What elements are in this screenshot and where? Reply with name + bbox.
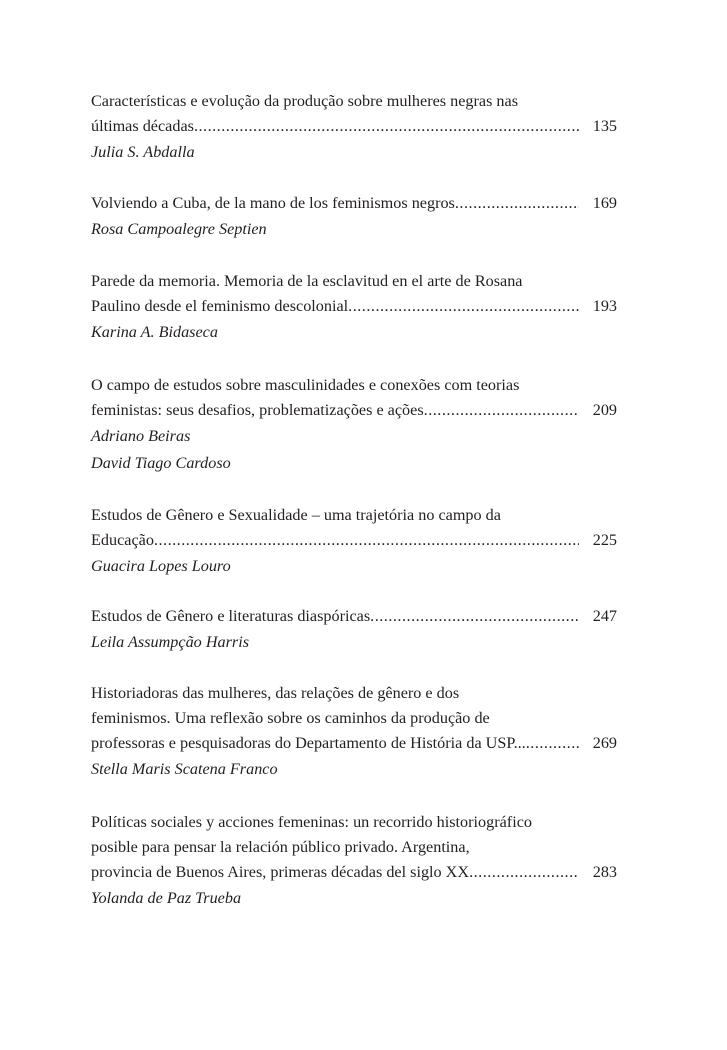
dot-leader [526,731,579,756]
entry-title-line [91,835,617,860]
entry-title-text: feministas: seus desafios, problematizações e ações [91,401,424,419]
entry-title-text: Estudos de Gênero e Sexualidade – uma trajetória no campo da [91,506,501,524]
toc-entry[interactable] [91,503,617,580]
entry-title-line [91,373,617,398]
entry-title-text: Políticas sociales y acciones femeninas: un recorrido historiográfico [91,813,532,831]
toc-entry[interactable] [91,604,617,656]
page-number[interactable]: 209 [592,401,617,419]
toc-entry[interactable] [91,89,617,166]
entry-title-text: Parede da memoria. Memoria de la esclavitud en el arte de Rosana [91,272,523,290]
dot-leader [194,114,579,139]
entry-title-line [91,89,617,114]
dot-leader [370,604,579,629]
toc-entry[interactable] [91,681,617,783]
entry-title-line [91,294,617,319]
dot-leader [424,398,579,423]
entry-title-line [91,706,617,731]
entry-author: Yolanda de Paz Trueba [91,889,242,907]
entry-author: Adriano Beiras [91,427,191,445]
toc-entry[interactable] [91,269,617,346]
entry-title-line [91,604,617,629]
entry-title-line [91,503,617,528]
entry-title-line [91,810,617,835]
entry-title-text: O campo de estudos sobre masculinidades e conexões com teorias [91,376,520,394]
entry-title-text: Características e evolução da produção sobre mulheres negras nas [91,92,518,110]
toc-entry[interactable] [91,191,617,243]
entry-title-text: Paulino desde el feminismo descolonial [91,297,349,315]
dot-leader [348,294,579,319]
page-number[interactable]: 193 [592,297,617,315]
entry-title-line [91,398,617,423]
dot-leader [455,191,579,216]
page-number[interactable]: 225 [592,531,617,549]
page-number[interactable]: 283 [592,863,617,881]
entry-author: Stella Maris Scatena Franco [91,760,278,778]
page-number[interactable]: 269 [592,734,617,752]
entry-title-text: últimas décadas [91,117,194,135]
entry-title-text: professoras e pesquisadoras do Departamento de História da USP... [91,734,526,752]
entry-author: Rosa Campoalegre Septien [91,220,267,238]
entry-title-line [91,681,617,706]
entry-title-line [91,191,617,216]
entry-author: Julia S. Abdalla [91,143,195,161]
entry-title-text: Volviendo a Cuba, de la mano de los feminismos negros [91,194,455,212]
entry-title-text: provincia de Buenos Aires, primeras décadas del siglo XX [91,863,470,881]
toc-entry[interactable] [91,373,617,477]
entry-author: David Tiago Cardoso [91,454,231,472]
toc-entry[interactable] [91,810,617,912]
entry-title-text: feminismos. Uma reflexão sobre os caminhos da produção de [91,709,490,727]
dot-leader [469,860,579,885]
entry-title-line [91,860,617,885]
entry-title-line [91,731,617,756]
entry-title-line [91,269,617,294]
page-number[interactable]: 247 [592,607,617,625]
dot-leader [154,528,579,553]
entry-author: Karina A. Bidaseca [91,323,218,341]
entry-title-line [91,528,617,553]
entry-title-line [91,114,617,139]
page-number[interactable]: 135 [592,117,617,135]
entry-title-text: Estudos de Gênero e literaturas diaspóricas [91,607,371,625]
entry-title-text: Educação [91,531,154,549]
page-number[interactable]: 169 [592,194,617,212]
entry-author: Leila Assumpção Harris [91,633,249,651]
entry-title-text: Historiadoras das mulheres, das relações de gênero e dos [91,684,460,702]
entry-author: Guacira Lopes Louro [91,557,231,575]
entry-title-text: posible para pensar la relación público privado. Argentina, [91,838,470,856]
